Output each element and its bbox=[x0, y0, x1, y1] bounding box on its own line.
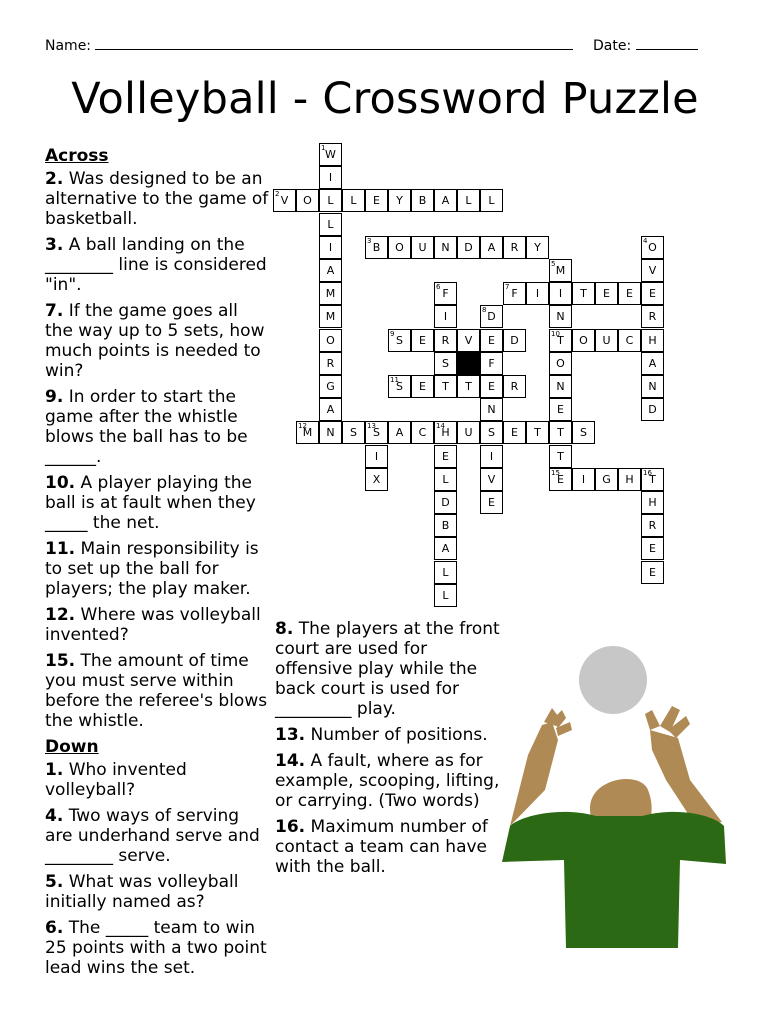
clue-number: 8. bbox=[275, 619, 294, 639]
cell-letter: F bbox=[511, 287, 518, 301]
grid-cell[interactable] bbox=[434, 352, 457, 375]
cell-letter: H bbox=[648, 496, 657, 509]
grid-cell[interactable] bbox=[480, 329, 503, 352]
cell-letter: E bbox=[626, 287, 633, 301]
grid-cell[interactable] bbox=[503, 329, 526, 352]
grid-cell[interactable] bbox=[480, 375, 503, 398]
cell-letter: L bbox=[442, 588, 449, 602]
cell-letter: O bbox=[579, 333, 588, 347]
cell-letter: O bbox=[556, 356, 565, 370]
clue-text: The _____ team to win 25 points with a two point lead wins the set. bbox=[45, 918, 267, 978]
volleyball-icon bbox=[579, 646, 647, 714]
cell-letter: L bbox=[442, 565, 449, 579]
clue-text: Main responsibility is to set up the ball for players; the play maker. bbox=[45, 539, 259, 599]
cell-letter: F bbox=[488, 356, 495, 370]
cell-letter: A bbox=[441, 542, 450, 556]
grid-cell[interactable] bbox=[549, 398, 572, 421]
cell-letter: S bbox=[396, 380, 403, 393]
grid-cell[interactable] bbox=[641, 282, 664, 305]
grid-cell[interactable] bbox=[526, 236, 549, 259]
clue-text: In order to start the game after the whistle blows the ball has to be ______. bbox=[45, 387, 248, 467]
grid-cell[interactable] bbox=[434, 189, 457, 212]
grid-cell[interactable] bbox=[503, 236, 526, 259]
clue-item bbox=[275, 817, 500, 877]
clue-text: Who invented volleyball? bbox=[45, 760, 187, 800]
cell-letter: E bbox=[419, 333, 426, 347]
grid-cell[interactable] bbox=[549, 352, 572, 375]
grid-cell[interactable] bbox=[434, 445, 457, 468]
cell-letter: N bbox=[326, 426, 335, 440]
cell-letter: E bbox=[442, 449, 449, 463]
grid-cell[interactable] bbox=[641, 468, 664, 491]
clue-text: A fault, where as for example, scooping, lifting, or carrying. (Two words) bbox=[275, 751, 500, 811]
grid-cell[interactable] bbox=[595, 329, 618, 352]
grid-cell[interactable] bbox=[457, 329, 480, 352]
clue-number-label: 7 bbox=[505, 283, 510, 292]
grid-cell[interactable] bbox=[388, 329, 411, 352]
cell-letter: E bbox=[419, 380, 426, 393]
cell-letter: A bbox=[326, 264, 335, 277]
cell-letter: M bbox=[302, 426, 313, 440]
clue-item bbox=[45, 605, 270, 645]
cell-letter: O bbox=[648, 240, 657, 254]
grid-cell[interactable] bbox=[572, 468, 595, 491]
cell-letter: Y bbox=[396, 194, 403, 208]
cell-letter: V bbox=[280, 194, 289, 208]
clue-number-label: 3 bbox=[367, 236, 372, 245]
cell-letter: I bbox=[581, 472, 586, 486]
cell-letter: E bbox=[488, 333, 495, 347]
clue-number: 6. bbox=[45, 918, 64, 938]
grid-cell[interactable] bbox=[480, 236, 503, 259]
cell-letter: R bbox=[326, 356, 335, 370]
cell-letter: M bbox=[325, 287, 336, 301]
grid-cell[interactable] bbox=[342, 189, 365, 212]
clue-text: The amount of time you must serve within before the referee's blows the whistle. bbox=[45, 651, 268, 731]
cell-letter: U bbox=[418, 240, 427, 254]
cell-letter: T bbox=[465, 380, 472, 393]
clue-number-label: 2 bbox=[275, 190, 280, 199]
cell-letter: I bbox=[535, 287, 540, 301]
cell-letter: C bbox=[625, 333, 634, 347]
grid-cell[interactable] bbox=[434, 514, 457, 537]
grid-cell[interactable] bbox=[641, 259, 664, 282]
cell-letter: D bbox=[464, 240, 473, 254]
grid-cell[interactable] bbox=[342, 421, 365, 444]
cell-letter: I bbox=[489, 449, 494, 463]
grid-cell[interactable] bbox=[434, 305, 457, 328]
grid-cell[interactable] bbox=[457, 189, 480, 212]
name-field[interactable] bbox=[45, 35, 573, 54]
cell-letter: V bbox=[464, 333, 473, 347]
clue-number-label: 1 bbox=[321, 144, 326, 152]
grid-cell[interactable] bbox=[365, 236, 388, 259]
grid-cell[interactable] bbox=[549, 282, 572, 305]
grid-cell[interactable] bbox=[572, 421, 595, 444]
clue-number: 12. bbox=[45, 605, 76, 625]
cell-letter: E bbox=[649, 287, 656, 301]
clue-item bbox=[45, 651, 270, 731]
clue-item bbox=[45, 301, 270, 381]
grid-cell[interactable] bbox=[480, 305, 503, 328]
grid-cell[interactable] bbox=[641, 329, 664, 352]
clue-number-label: 12 bbox=[298, 422, 307, 431]
grid-cell[interactable] bbox=[319, 282, 342, 305]
clue-number: 1. bbox=[45, 760, 64, 780]
cell-letter: E bbox=[557, 472, 564, 486]
grid-cell[interactable] bbox=[480, 421, 503, 444]
grid-cell[interactable] bbox=[480, 352, 503, 375]
grid-cell[interactable] bbox=[388, 189, 411, 212]
clue-item bbox=[275, 725, 500, 745]
cell-letter: B bbox=[418, 194, 427, 208]
clue-text: What was volleyball initially named as? bbox=[45, 872, 239, 912]
clue-item bbox=[45, 872, 270, 912]
cell-letter: I bbox=[328, 240, 333, 254]
grid-cell[interactable] bbox=[457, 236, 480, 259]
grid-cell[interactable] bbox=[434, 375, 457, 398]
grid-cell[interactable] bbox=[411, 421, 434, 444]
cell-letter: I bbox=[374, 449, 379, 463]
volleyball-player-illustration bbox=[500, 630, 732, 948]
grid-cell[interactable] bbox=[319, 143, 342, 166]
cell-letter: N bbox=[556, 310, 565, 324]
cell-letter: H bbox=[625, 472, 634, 486]
date-label: Date: bbox=[593, 38, 632, 54]
grid-cell[interactable] bbox=[296, 421, 319, 444]
cell-letter: N bbox=[648, 380, 657, 393]
grid-cell[interactable] bbox=[641, 561, 664, 584]
clue-item bbox=[45, 539, 270, 599]
clue-text: Where was volleyball invented? bbox=[45, 605, 261, 645]
cell-letter: R bbox=[510, 240, 519, 254]
cell-letter: E bbox=[603, 287, 610, 301]
grid-cell[interactable] bbox=[503, 375, 526, 398]
cell-letter: E bbox=[511, 426, 518, 440]
grid-cell[interactable] bbox=[595, 468, 618, 491]
grid-cell[interactable] bbox=[549, 445, 572, 468]
grid-cell[interactable] bbox=[480, 398, 503, 421]
cell-letter: O bbox=[395, 240, 404, 254]
grid-cell[interactable] bbox=[411, 189, 434, 212]
grid-cell[interactable] bbox=[503, 421, 526, 444]
grid-cell[interactable] bbox=[365, 468, 388, 491]
clue-item bbox=[45, 473, 270, 533]
cell-letter: G bbox=[326, 380, 335, 393]
down-heading: Down bbox=[45, 737, 99, 757]
cell-letter: N bbox=[556, 380, 565, 393]
down-clue-list bbox=[45, 760, 270, 978]
clue-item bbox=[45, 806, 270, 866]
clue-number-label: 8 bbox=[482, 306, 487, 315]
grid-cell[interactable] bbox=[365, 421, 388, 444]
grid-cell[interactable] bbox=[618, 282, 641, 305]
grid-cell[interactable] bbox=[434, 491, 457, 514]
date-blank[interactable] bbox=[636, 35, 698, 50]
clue-number: 16. bbox=[275, 817, 306, 837]
clue-number: 2. bbox=[45, 169, 64, 189]
clue-number: 13. bbox=[275, 725, 306, 745]
cell-letter: L bbox=[465, 194, 472, 208]
cell-letter: S bbox=[373, 426, 380, 440]
across-clue-list bbox=[45, 169, 270, 731]
grid-cell[interactable] bbox=[595, 282, 618, 305]
cell-letter: H bbox=[648, 333, 657, 347]
grid-cell[interactable] bbox=[365, 445, 388, 468]
clue-text: Maximum number of contact a team can have with the ball. bbox=[275, 817, 488, 877]
grid-cell[interactable] bbox=[572, 329, 595, 352]
cell-letter: S bbox=[396, 333, 403, 347]
cell-letter: E bbox=[373, 194, 380, 208]
grid-cell[interactable] bbox=[549, 468, 572, 491]
grid-cell[interactable] bbox=[526, 282, 549, 305]
grid-cell[interactable] bbox=[618, 468, 641, 491]
clue-number-label: 10 bbox=[551, 329, 560, 338]
cell-letter: E bbox=[649, 565, 656, 579]
grid-cell[interactable] bbox=[434, 584, 457, 607]
clue-number-label: 14 bbox=[436, 422, 445, 431]
clue-text: Was designed to be an alternative to the game of basketball. bbox=[45, 169, 269, 229]
grid-cell[interactable] bbox=[411, 329, 434, 352]
cell-letter: R bbox=[648, 519, 657, 533]
clue-item bbox=[45, 387, 270, 467]
grid-cell[interactable] bbox=[549, 421, 572, 444]
cell-letter: A bbox=[441, 194, 450, 208]
cell-letter: L bbox=[327, 194, 334, 208]
cell-letter: U bbox=[602, 333, 611, 347]
clue-number: 4. bbox=[45, 806, 64, 826]
clue-number: 9. bbox=[45, 387, 64, 407]
clue-number-label: 6 bbox=[436, 283, 441, 292]
clue-item bbox=[45, 235, 270, 295]
grid-cell[interactable] bbox=[549, 375, 572, 398]
clue-number-label: 15 bbox=[551, 468, 560, 477]
cell-letter: B bbox=[441, 519, 450, 533]
cell-letter: S bbox=[442, 356, 449, 370]
clue-number: 7. bbox=[45, 301, 64, 321]
cell-letter: V bbox=[487, 472, 496, 486]
clue-number-label: 4 bbox=[643, 236, 648, 245]
clue-number: 15. bbox=[45, 651, 76, 671]
cell-letter: T bbox=[580, 287, 587, 301]
grid-cell[interactable] bbox=[641, 514, 664, 537]
grid-cell[interactable] bbox=[618, 329, 641, 352]
cell-letter: T bbox=[649, 472, 656, 486]
cell-letter: L bbox=[327, 217, 334, 231]
grid-cell[interactable] bbox=[641, 537, 664, 560]
grid-cell[interactable] bbox=[572, 282, 595, 305]
grid-cell[interactable] bbox=[434, 282, 457, 305]
cell-letter: S bbox=[580, 426, 587, 440]
grid-cell[interactable] bbox=[434, 421, 457, 444]
across-heading: Across bbox=[45, 146, 109, 166]
grid-cell[interactable] bbox=[388, 421, 411, 444]
grid-cell[interactable] bbox=[319, 213, 342, 236]
clue-number-label: 16 bbox=[643, 468, 652, 477]
clue-number: 11. bbox=[45, 539, 76, 559]
grid-cell[interactable] bbox=[457, 375, 480, 398]
cell-letter: W bbox=[325, 148, 336, 161]
grid-cell[interactable] bbox=[273, 189, 296, 212]
grid-cell[interactable] bbox=[411, 236, 434, 259]
grid-cell[interactable] bbox=[549, 305, 572, 328]
cell-letter: E bbox=[488, 496, 495, 509]
grid-cell[interactable] bbox=[641, 491, 664, 514]
grid-cell[interactable] bbox=[480, 189, 503, 212]
clue-text: A player playing the ball is at fault when they _____ the net. bbox=[45, 473, 256, 533]
cell-letter: M bbox=[325, 310, 336, 324]
grid-cell[interactable] bbox=[457, 421, 480, 444]
cell-letter: O bbox=[303, 194, 312, 208]
cell-letter: T bbox=[534, 426, 541, 440]
cell-letter: F bbox=[442, 287, 449, 301]
clue-item bbox=[45, 760, 270, 800]
grid-cell[interactable] bbox=[641, 236, 664, 259]
black-cell bbox=[457, 352, 480, 375]
clue-number: 10. bbox=[45, 473, 76, 493]
cell-letter: O bbox=[326, 333, 335, 347]
clue-item bbox=[275, 751, 500, 811]
cell-letter: L bbox=[442, 472, 449, 486]
grid-cell[interactable] bbox=[319, 305, 342, 328]
cell-letter: S bbox=[488, 426, 495, 440]
cell-letter: N bbox=[441, 240, 450, 254]
cell-letter: I bbox=[328, 171, 333, 185]
clue-number-label: 5 bbox=[551, 260, 556, 268]
clue-text: If the game goes all the way up to 5 sets, how much points is needed to win? bbox=[45, 301, 265, 381]
cell-letter: E bbox=[649, 542, 656, 556]
clue-number: 3. bbox=[45, 235, 64, 255]
cell-letter: V bbox=[648, 264, 657, 277]
clue-number: 5. bbox=[45, 872, 64, 892]
cell-letter: C bbox=[418, 426, 427, 440]
clue-item bbox=[45, 169, 270, 229]
grid-cell[interactable] bbox=[434, 537, 457, 560]
grid-cell[interactable] bbox=[434, 561, 457, 584]
grid-cell[interactable] bbox=[503, 282, 526, 305]
grid-cell[interactable] bbox=[549, 259, 572, 282]
grid-cell[interactable] bbox=[480, 491, 503, 514]
cell-letter: I bbox=[558, 287, 563, 301]
clue-text: The players at the front court are used for offensive play while the back court is used for _________ play. bbox=[275, 619, 500, 719]
clue-item bbox=[275, 619, 500, 719]
grid-cell[interactable] bbox=[388, 375, 411, 398]
cell-letter: Y bbox=[534, 240, 541, 254]
cell-letter: A bbox=[395, 426, 404, 440]
cell-letter: A bbox=[648, 356, 657, 370]
grid-cell[interactable] bbox=[434, 236, 457, 259]
cell-letter: A bbox=[326, 403, 335, 417]
grid-cell[interactable] bbox=[319, 329, 342, 352]
clue-number-label: 13 bbox=[367, 422, 376, 431]
cell-letter: T bbox=[557, 333, 564, 347]
grid-cell[interactable] bbox=[319, 375, 342, 398]
cell-letter: T bbox=[442, 380, 449, 393]
grid-cell[interactable] bbox=[641, 398, 664, 421]
clue-column-left bbox=[45, 146, 270, 984]
grid-cell[interactable] bbox=[411, 375, 434, 398]
cell-letter: B bbox=[372, 240, 381, 254]
cell-letter: D bbox=[487, 310, 496, 324]
name-label: Name: bbox=[45, 38, 92, 54]
date-field[interactable] bbox=[593, 35, 698, 54]
cell-letter: T bbox=[557, 426, 564, 440]
grid-cell[interactable] bbox=[641, 375, 664, 398]
cell-letter: R bbox=[510, 380, 519, 393]
clue-item bbox=[45, 918, 270, 978]
name-blank[interactable] bbox=[95, 35, 573, 50]
cell-letter: T bbox=[557, 449, 564, 463]
clue-column-right bbox=[275, 619, 500, 883]
cell-letter: R bbox=[441, 333, 450, 347]
cell-letter: D bbox=[441, 496, 450, 509]
clue-text: A ball landing on the ________ line is considered "in". bbox=[45, 235, 267, 295]
cell-letter: L bbox=[350, 194, 357, 208]
grid-cell[interactable] bbox=[480, 468, 503, 491]
clue-number-label: 11 bbox=[390, 376, 399, 384]
clue-number-label: 9 bbox=[390, 329, 395, 338]
grid-cell[interactable] bbox=[549, 329, 572, 352]
cell-letter: D bbox=[648, 403, 657, 417]
cell-letter: X bbox=[372, 472, 381, 486]
cell-letter: H bbox=[441, 426, 450, 440]
cell-letter: R bbox=[648, 310, 657, 324]
grid-cell[interactable] bbox=[388, 236, 411, 259]
cell-letter: E bbox=[557, 403, 564, 417]
grid-cell[interactable] bbox=[365, 189, 388, 212]
grid-cell[interactable] bbox=[319, 352, 342, 375]
cell-letter: L bbox=[488, 194, 495, 208]
clue-text: Two ways of serving are underhand serve and ________ serve. bbox=[45, 806, 260, 866]
grid-cell[interactable] bbox=[319, 189, 342, 212]
clue-number: 14. bbox=[275, 751, 306, 771]
grid-cell[interactable] bbox=[296, 189, 319, 212]
grid-cell[interactable] bbox=[434, 468, 457, 491]
grid-cell[interactable] bbox=[319, 259, 342, 282]
cell-letter: G bbox=[602, 472, 611, 486]
cell-letter: S bbox=[350, 426, 357, 440]
grid-cell[interactable] bbox=[434, 329, 457, 352]
grid-cell[interactable] bbox=[641, 305, 664, 328]
grid-cell[interactable] bbox=[319, 236, 342, 259]
cell-letter: D bbox=[510, 333, 519, 347]
cell-letter: U bbox=[464, 426, 473, 440]
grid-cell[interactable] bbox=[319, 421, 342, 444]
cell-letter: N bbox=[487, 403, 496, 417]
cell-letter: A bbox=[487, 240, 496, 254]
page-title: Volleyball - Crossword Puzzle bbox=[71, 74, 699, 124]
down-clue-list-continued bbox=[275, 619, 500, 877]
grid-cell[interactable] bbox=[319, 398, 342, 421]
clue-text: Number of positions. bbox=[305, 725, 488, 745]
grid-cell[interactable] bbox=[526, 421, 549, 444]
grid-cell[interactable] bbox=[641, 352, 664, 375]
cell-letter: M bbox=[555, 264, 566, 277]
cell-letter: I bbox=[443, 310, 448, 324]
cell-letter: E bbox=[488, 380, 495, 393]
grid-cell[interactable] bbox=[480, 445, 503, 468]
grid-cell[interactable] bbox=[319, 166, 342, 189]
